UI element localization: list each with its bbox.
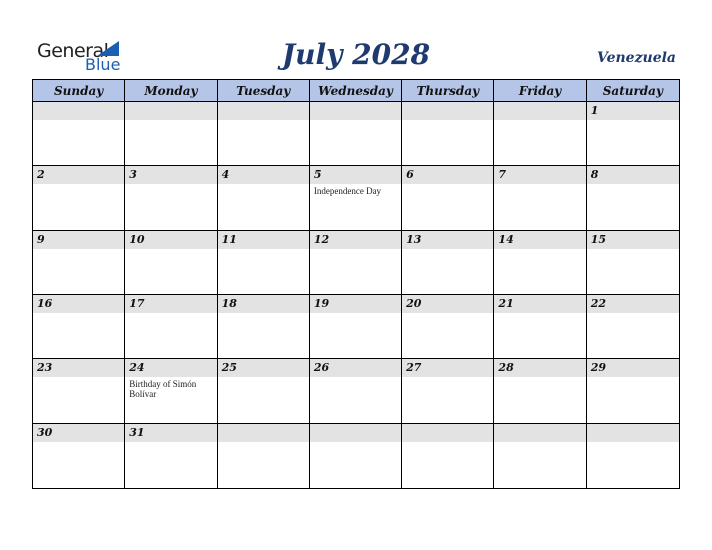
day-cell <box>494 231 586 295</box>
country-name: Venezuela <box>597 50 676 66</box>
day-cell <box>218 424 310 488</box>
day-cell <box>310 231 402 295</box>
day-cell <box>310 295 402 359</box>
day-cell <box>402 359 494 423</box>
logo-blue-text: Blue <box>85 55 121 74</box>
day-header-bar <box>402 102 493 120</box>
day-header-bar <box>125 295 216 313</box>
calendar-grid <box>32 79 680 489</box>
day-cell <box>125 231 217 295</box>
day-header-bar <box>402 359 493 377</box>
day-number: 26 <box>313 361 330 375</box>
day-header-bar <box>218 359 309 377</box>
day-number: 9 <box>37 232 45 246</box>
day-header-bar <box>125 166 216 184</box>
day-cell <box>310 166 402 230</box>
day-number: 28 <box>498 361 514 375</box>
day-cell <box>310 102 402 166</box>
day-header-bar <box>218 231 309 249</box>
day-cell <box>125 102 217 166</box>
day-header-bar <box>587 424 679 442</box>
day-cell <box>310 424 402 488</box>
day-header-bar <box>494 166 585 184</box>
day-header-bar <box>33 295 124 313</box>
day-cell <box>587 295 679 359</box>
day-header-bar <box>587 166 679 184</box>
day-header-bar <box>587 295 679 313</box>
day-header-bar <box>494 102 585 120</box>
weekday-header: Saturday <box>587 80 679 102</box>
day-cell <box>218 166 310 230</box>
day-number: 13 <box>406 232 422 246</box>
day-cell <box>494 102 586 166</box>
day-number: 1 <box>590 104 599 117</box>
day-header-bar <box>494 295 585 313</box>
weekday-header: Friday <box>494 80 586 102</box>
day-cell <box>218 231 310 295</box>
day-header-bar <box>125 231 216 249</box>
day-header-bar <box>587 359 679 377</box>
day-number: 17 <box>129 297 145 310</box>
logo-general-text: General <box>37 40 109 62</box>
day-number: 16 <box>37 297 53 310</box>
calendar-title: July 2028 <box>281 38 431 71</box>
day-number: 12 <box>313 232 330 246</box>
holiday-event: Independence Day <box>313 186 382 197</box>
day-number: 27 <box>406 361 422 375</box>
day-number: 29 <box>590 361 607 375</box>
day-header-bar <box>33 359 124 377</box>
day-number: 25 <box>221 361 237 375</box>
day-number: 24 <box>129 361 145 375</box>
day-cell <box>33 359 125 423</box>
day-header-bar <box>218 102 309 120</box>
day-cell <box>402 166 494 230</box>
day-header-bar <box>310 102 401 120</box>
day-header-bar <box>402 231 493 249</box>
day-cell <box>125 295 217 359</box>
day-cell <box>587 102 679 166</box>
day-header-bar <box>125 424 216 442</box>
weekday-header: Tuesday <box>218 80 310 102</box>
day-cell <box>33 166 125 230</box>
day-cell <box>587 424 679 488</box>
day-header-bar <box>587 102 679 120</box>
day-cell <box>587 166 679 230</box>
day-header-bar <box>587 231 679 249</box>
day-cell <box>494 424 586 488</box>
day-number: 14 <box>498 232 514 246</box>
day-number: 15 <box>590 232 607 246</box>
day-cell <box>494 166 586 230</box>
day-cell <box>33 295 125 359</box>
weekday-header: Sunday <box>33 80 125 102</box>
day-header-bar <box>310 359 401 377</box>
day-cell <box>33 424 125 488</box>
day-number: 6 <box>406 168 414 182</box>
day-number: 22 <box>590 297 607 310</box>
day-cell <box>218 102 310 166</box>
day-cell <box>494 359 586 423</box>
day-cell <box>402 231 494 295</box>
day-header-bar <box>402 295 493 313</box>
day-number: 7 <box>498 168 507 182</box>
day-number: 11 <box>221 232 237 246</box>
day-header-bar <box>494 359 585 377</box>
day-cell <box>402 295 494 359</box>
day-header-bar <box>218 424 309 442</box>
day-cell <box>587 231 679 295</box>
day-number: 30 <box>37 425 53 439</box>
day-number: 8 <box>590 168 599 182</box>
day-header-bar <box>33 166 124 184</box>
day-number: 5 <box>313 168 322 182</box>
day-number: 21 <box>498 297 514 310</box>
day-cell <box>33 102 125 166</box>
day-cell <box>218 295 310 359</box>
day-header-bar <box>310 424 401 442</box>
day-header-bar <box>33 102 124 120</box>
day-cell <box>218 359 310 423</box>
day-cell <box>402 102 494 166</box>
day-cell <box>33 231 125 295</box>
day-header-bar <box>310 166 401 184</box>
day-cell <box>494 295 586 359</box>
day-cell <box>125 424 217 488</box>
day-cell <box>587 359 679 423</box>
weekday-header: Thursday <box>402 80 494 102</box>
day-header-bar <box>494 231 585 249</box>
holiday-event: Birthday of Simón Bolívar <box>129 379 197 400</box>
weekday-header: Wednesday <box>310 80 402 102</box>
day-cell <box>125 359 217 423</box>
day-number: 2 <box>37 168 45 182</box>
day-header-bar <box>310 231 401 249</box>
day-number: 31 <box>129 425 145 439</box>
day-cell <box>310 359 402 423</box>
day-number: 23 <box>37 361 53 375</box>
day-number: 19 <box>313 297 330 310</box>
day-header-bar <box>33 231 124 249</box>
day-header-bar <box>402 424 493 442</box>
day-number: 20 <box>406 297 422 310</box>
day-header-bar <box>125 359 216 377</box>
day-cell <box>125 166 217 230</box>
day-header-bar <box>218 166 309 184</box>
day-header-bar <box>218 295 309 313</box>
day-cell <box>402 424 494 488</box>
day-header-bar <box>125 102 216 120</box>
day-header-bar <box>494 424 585 442</box>
day-number: 10 <box>129 232 145 246</box>
day-number: 18 <box>221 297 237 310</box>
day-header-bar <box>310 295 401 313</box>
day-header-bar <box>402 166 493 184</box>
day-number: 3 <box>129 168 137 182</box>
weekday-header: Monday <box>125 80 217 102</box>
day-header-bar <box>33 424 124 442</box>
day-number: 4 <box>221 168 230 182</box>
